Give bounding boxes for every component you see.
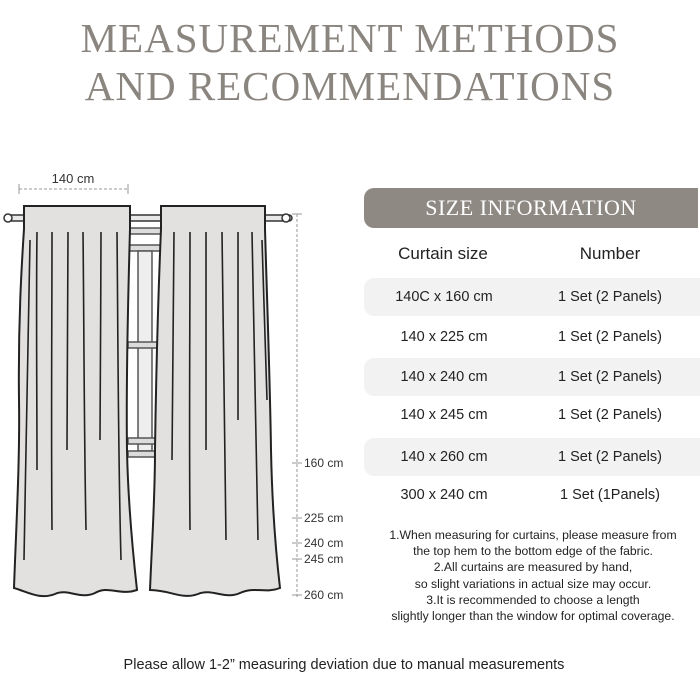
cell-number: 1 Set (2 Panels) [558,449,662,465]
table-row [364,476,700,514]
column-header-curtain-size: Curtain size [398,244,488,263]
note-line: 2.All curtains are measured by hand, [433,560,633,575]
cell-curtain-size: 140 x 245 cm [400,407,488,423]
right-curtain-panel [150,206,280,596]
measurement-notes [366,527,700,624]
cell-number: 1 Set (2 Panels) [558,289,662,305]
cell-curtain-size: 140 x 225 cm [400,329,488,345]
table-row [364,358,700,396]
cell-curtain-size: 140C x 160 cm [395,289,493,305]
cell-number: 1 Set (2 Panels) [558,369,662,385]
length-label-225: 225 cm [304,511,344,525]
deviation-footer-note: Please allow 1-2” measuring deviation due to manual measurements [123,657,565,673]
cell-number: 1 Set (2 Panels) [558,329,662,345]
table-row [364,278,700,316]
length-label-245: 245 cm [304,552,344,566]
cell-curtain-size: 300 x 240 cm [400,487,488,503]
note-line: 1.When measuring for curtains, please measure from [389,528,677,542]
length-label-240: 240 cm [304,536,344,550]
width-dimension [19,171,128,194]
length-label-160: 160 cm [304,456,344,470]
left-curtain-panel [14,206,137,596]
note-line: the top hem to the bottom edge of the fabric. [413,544,653,559]
note-line: so slight variations in actual size may occur. [414,576,652,591]
page-title-line-2: AND RECOMMENDATIONS [84,63,616,109]
cell-curtain-size: 140 x 240 cm [400,369,488,385]
table-row [364,438,700,476]
cell-number: 1 Set (1Panels) [560,487,660,503]
page-title-line-1: MEASUREMENT METHODS [80,15,620,61]
note-line: slightly longer than the window for optimal coverage. [391,609,675,624]
table-row [364,396,700,434]
column-header-number: Number [579,244,641,263]
width-label: 140 cm [51,171,95,186]
size-information-header: SIZE INFORMATION [364,188,698,228]
table-row [364,318,700,356]
curtain-illustration [0,160,360,620]
note-line: 3.It is recommended to choose a length [426,592,640,607]
cell-curtain-size: 140 x 260 cm [400,449,488,465]
length-dimension [292,214,343,602]
length-label-260: 260 cm [304,588,344,602]
cell-number: 1 Set (2 Panels) [558,407,662,423]
